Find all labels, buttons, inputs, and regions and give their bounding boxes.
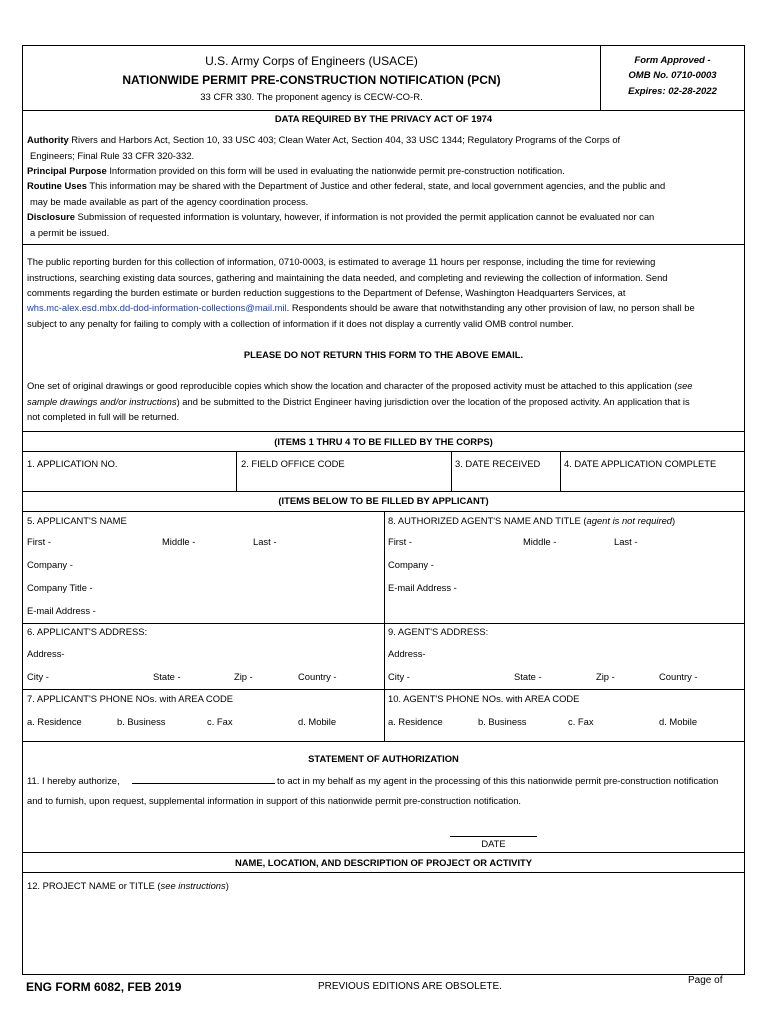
date-label: DATE [481, 838, 506, 849]
routine-uses-text: Routine Uses This information may be shared with the Department of Justice and other federal, state, and local government agencies, and the public and [27, 180, 666, 191]
applicant-residence-phone-field[interactable]: a. Residence [27, 716, 82, 727]
agent-business-phone-field[interactable]: b. Business [478, 716, 527, 727]
agent-name-label: 8. AUTHORIZED AGENT'S NAME AND TITLE (agent is not required) [388, 515, 676, 526]
date-received-field[interactable]: 3. DATE RECEIVED [455, 458, 541, 469]
applicant-zip-field[interactable]: Zip - [234, 671, 253, 682]
form-subtitle: 33 CFR 330. The proponent agency is CECW-CO-R. [200, 92, 423, 103]
disclosure-text: Disclosure Submission of requested information is voluntary, however, if information is not provided the permit application cannot be evaluated nor can [27, 211, 655, 222]
applicant-first-name-field[interactable]: First - [27, 536, 51, 547]
privacy-heading: DATA REQUIRED BY THE PRIVACY ACT OF 1974 [274, 113, 493, 124]
drawings-line: sample drawings and/or instructions) and be submitted to the District Engineer having jurisdiction over the location of the proposed activity. An application that is [27, 396, 690, 407]
omb-number: OMB No. 0710-0003 [628, 70, 717, 81]
agent-middle-name-field[interactable]: Middle - [523, 536, 557, 547]
burden-line: whs.mc-alex.esd.mbx.dd-dod-information-collections@mail.mil. Respondents should be aware that notwithstanding any other provision of law, no person shall be [27, 302, 695, 313]
drawings-line: One set of original drawings or good reproducible copies which show the location and character of the proposed activity must be attached to this application (see [27, 380, 693, 391]
applicant-mobile-phone-field[interactable]: d. Mobile [298, 716, 337, 727]
do-not-return-notice: PLEASE DO NOT RETURN THIS FORM TO THE ABOVE EMAIL. [243, 349, 524, 360]
applicant-company-title-field[interactable]: Company Title - [27, 582, 93, 593]
routine-uses-text-cont: may be made available as part of the agency coordination process. [30, 196, 309, 207]
agent-phone-label: 10. AGENT'S PHONE NOs. with AREA CODE [388, 693, 580, 704]
agent-zip-field[interactable]: Zip - [596, 671, 615, 682]
agency-name: U.S. Army Corps of Engineers (USACE) [205, 54, 418, 68]
drawings-line: not completed in full will be returned. [27, 411, 180, 422]
agent-first-name-field[interactable]: First - [388, 536, 412, 547]
agent-last-name-field[interactable]: Last - [614, 536, 638, 547]
agent-mobile-phone-field[interactable]: d. Mobile [659, 716, 698, 727]
applicant-name-label: 5. APPLICANT'S NAME [27, 515, 127, 526]
agent-residence-phone-field[interactable]: a. Residence [388, 716, 443, 727]
principal-purpose-text: Principal Purpose Information provided on this form will be used in evaluating the nationwide permit pre-construction notification. [27, 165, 565, 176]
obsolete-notice: PREVIOUS EDITIONS ARE OBSOLETE. [318, 981, 502, 992]
authorization-heading: STATEMENT OF AUTHORIZATION [308, 753, 459, 764]
agent-state-field[interactable]: State - [514, 671, 542, 682]
agent-address-label: 9. AGENT'S ADDRESS: [388, 626, 489, 637]
applicant-address-field[interactable]: Address- [27, 648, 65, 659]
applicant-state-field[interactable]: State - [153, 671, 181, 682]
applicant-country-field[interactable]: Country - [298, 671, 337, 682]
applicant-city-field[interactable]: City - [27, 671, 49, 682]
page-number: Page of [688, 975, 723, 986]
collections-email-link[interactable]: whs.mc-alex.esd.mbx.dd-dod-information-collections@mail.mil [27, 302, 287, 313]
burden-line: comments regarding the burden estimate or burden reduction suggestions to the Department of Defense, Washington Headquarters Services, at [27, 287, 626, 298]
applicant-phone-label: 7. APPLICANT'S PHONE NOs. with AREA CODE [27, 693, 234, 704]
application-no-field[interactable]: 1. APPLICATION NO. [27, 458, 118, 469]
agent-address-field[interactable]: Address- [388, 648, 426, 659]
date-signature-line[interactable] [450, 836, 537, 837]
pcn-form [22, 45, 745, 975]
agent-fax-field[interactable]: c. Fax [568, 716, 594, 727]
agent-authorization-blank[interactable] [132, 783, 275, 784]
agent-country-field[interactable]: Country - [659, 671, 698, 682]
date-application-complete-field[interactable]: 4. DATE APPLICATION COMPLETE [564, 458, 717, 469]
form-approved: Form Approved - [634, 55, 711, 66]
applicant-middle-name-field[interactable]: Middle - [162, 536, 196, 547]
authorization-line-2: and to furnish, upon request, supplemental information in support of this nationwide permit pre-construction notification. [27, 795, 522, 806]
form-number: ENG FORM 6082, FEB 2019 [26, 980, 182, 994]
applicant-email-field[interactable]: E-mail Address - [27, 605, 96, 616]
project-name-field[interactable]: 12. PROJECT NAME or TITLE (see instructions) [27, 880, 229, 891]
authorization-line-start: 11. I hereby authorize, [27, 775, 120, 786]
burden-line: The public reporting burden for this collection of information, 0710-0003, is estimated to average 11 hours per response, including the time for reviewing [27, 256, 656, 267]
project-heading: NAME, LOCATION, AND DESCRIPTION OF PROJECT OR ACTIVITY [234, 857, 533, 868]
agent-email-field[interactable]: E-mail Address - [388, 582, 457, 593]
corps-heading: (ITEMS 1 THRU 4 TO BE FILLED BY THE CORPS) [274, 436, 493, 447]
applicant-address-label: 6. APPLICANT'S ADDRESS: [27, 626, 148, 637]
disclosure-text-cont: a permit be issued. [30, 227, 110, 238]
applicant-business-phone-field[interactable]: b. Business [117, 716, 166, 727]
applicant-company-field[interactable]: Company - [27, 559, 73, 570]
burden-line: instructions, searching existing data sources, gathering and maintaining the data needed, and completing and reviewing the collection of information. Send [27, 272, 668, 283]
burden-line: subject to any penalty for failing to comply with a collection of information if it does not display a currently valid OMB control number. [27, 318, 574, 329]
applicant-last-name-field[interactable]: Last - [253, 536, 277, 547]
agent-company-field[interactable]: Company - [388, 559, 434, 570]
applicant-heading: (ITEMS BELOW TO BE FILLED BY APPLICANT) [278, 495, 489, 506]
authority-text: Authority Rivers and Harbors Act, Section 10, 33 USC 403; Clean Water Act, Section 404, 33 USC 1344; Regulatory Programs of the Corps of [27, 134, 621, 145]
field-office-code-field[interactable]: 2. FIELD OFFICE CODE [241, 458, 345, 469]
authorization-line-end: to act in my behalf as my agent in the processing of this this nationwide permit pre-construction notification [277, 775, 719, 786]
form-title: NATIONWIDE PERMIT PRE-CONSTRUCTION NOTIFICATION (PCN) [122, 73, 501, 87]
expiration-date: Expires: 02-28-2022 [628, 86, 717, 97]
applicant-fax-field[interactable]: c. Fax [207, 716, 233, 727]
authority-text-cont: Engineers; Final Rule 33 CFR 320-332. [30, 150, 195, 161]
agent-city-field[interactable]: City - [388, 671, 410, 682]
